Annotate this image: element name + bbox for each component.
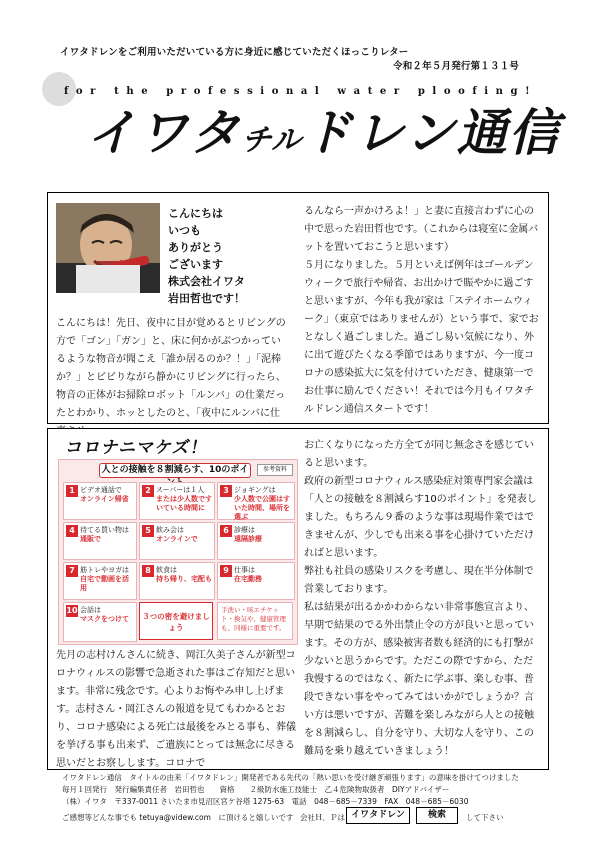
footer-hp-label: 会社Ｈ．Ｐは (300, 813, 345, 822)
point-text-b: 通販で (80, 535, 101, 543)
greeting-line: いつも (168, 224, 201, 237)
article2-right-column: お亡くなりになった方全てが同じ無念さを感じていると思います。 政府の新型コロナウィルス感染症対策専門家会議は「人との接触を８割減らす10のポイント」を発表しました。もちろん９番のような事は現場作業ではできませんが、少しでも出来る事を心掛けていただければと思います。 弊社も社員の感染リスクを考慮し、現在半分体制で営業しております。 私は結果が出るかかわからない非常事態宣言より、早期で結果のでる外出禁止令の方が良いと思っています。その方が、感染被害者数も経済的にも打撃が少ないと思うからです。ただこの際ですから、ただ我慢するのではなく、新たに学ぶ事、楽しむ事、普段できない事をやってみてはいかがでしょうか？言い方は悪いですが、苦難を楽しみながら人との接触を８割減らし、自分を守り、大切な人を守り、この難局を乗り越えていきましょう！ (304, 440, 537, 757)
footer-feedback: ご感想等どんな事でも tetuya@videw.com に頂けると嬉しいです (62, 813, 294, 822)
article1-left-column: こんにちは！先日、夜中に目が覚めるとリビングの方で「ゴン」「ガン」と、床に何かがぶつかっているような物音が聞こえ「誰か居るのか？！」「泥棒か？」とビビりながら静かにリビングに行ったら、物音の正体がお掃除ロボット「ルンバ」の仕業だったとわかり、ホッとしたのと、「夜中にルンバに仕 (56, 318, 286, 419)
point-text-a: ビデオ通話で (80, 486, 122, 494)
masthead-part3: ドレン通信 (299, 104, 573, 162)
greeting (168, 205, 288, 307)
point-card (139, 482, 215, 520)
intro-text: イワタドレンをご利用いただいている方に身近に感じていただくほっこりレター (60, 47, 409, 58)
point-text (156, 526, 212, 544)
tagline: for the professional water ploofing! (64, 86, 538, 97)
author-photo (56, 203, 160, 293)
point-text-a: 会話は (80, 606, 101, 614)
point-text-a: 飲食は (156, 566, 177, 574)
point-card (217, 522, 295, 560)
infographic (58, 459, 298, 645)
section2-title: コロナニマケズ！ (64, 438, 211, 458)
point-text-b: 自宅で動画を活用 (80, 575, 129, 592)
point-number: 5 (142, 525, 154, 537)
point-text-a: 診療は (234, 526, 255, 534)
infographic-tag: 参考資料 (257, 464, 293, 476)
greeting-line: こんにちは (168, 207, 223, 220)
point-text (234, 566, 292, 584)
article1-right-column: るんなら一声かけろよ！」と妻に直接言わずに心の中で思った岩田哲也です。（これからは寝室に金属バットを置いておこうと思います） ５月になりました。５月といえば例年はゴールデンウィークで旅行や帰省、お出かけで賑やかに過ごすと思いますが、今年も我が家は「ステイホームウィーク」（東京ではありませんが）という事で、家でおとなしく過ごしました。過ごし易い気候になり、外に出て遊びたくなる季節ではありますが、今一度コロナの感染拡大に気を付けていただき、健康第一でお仕事に励んでください！それでは今月もイワタチルドレン通信スタートです！ (304, 206, 539, 415)
hygiene-note: 手洗い・咳エチケット・換気や、健康管理も、同様に重要です。 (217, 602, 293, 640)
point-text-b: 持ち帰り、宅配も (156, 575, 212, 583)
greeting-line: 岩田哲也です！ (168, 292, 245, 305)
point-text (234, 486, 292, 522)
point-text (80, 526, 134, 544)
point-card (63, 482, 137, 520)
article2-left-column: 先月の志村けんさんに続き、岡江久美子さんが新型コロナウィルスの影響で急逝された事はご存知だと思います。非常に残念です。心よりお悔やみ申し上げます。志村さん・岡江さんの報道を見てもわかるとおり、コロナ感染による死亡は最後をみとる事も、葬儀を挙げる事も出来ず、ご遺族にとっては無念に尽きる思いだとお察しします。コロナで (56, 650, 296, 769)
infographic-title: 人との接触を８割減らす、10のポイ (99, 463, 251, 478)
greeting-line: 株式会社イワタ (168, 275, 245, 288)
point-card (139, 562, 215, 600)
article2-box (47, 428, 549, 770)
article1-box (47, 192, 549, 424)
point-text-b: マスクをつけて (80, 615, 129, 623)
footer-address: （株）イワタ 〒337-0011 さいたま市見沼区宮ケ谷塔 1275-63 電話 048－685－7339 FAX 048－685－6030 (62, 797, 469, 806)
masthead-part1: イワタ (83, 104, 253, 162)
point-number: 7 (66, 565, 78, 577)
point-number: 2 (142, 485, 154, 497)
point-text (156, 566, 212, 584)
point-text-b: オンライン帰省 (80, 495, 129, 503)
three-cs-note: ３つの密を避けましょう (139, 602, 213, 640)
point-text-b: または少人数ですいている時間に (156, 495, 212, 512)
point-text-b: オンラインで (156, 535, 198, 543)
point-number: 6 (220, 525, 232, 537)
point-text-b: 遠隔診療 (234, 535, 262, 543)
point-card (63, 562, 137, 600)
point-number: 3 (220, 485, 232, 497)
point-card (63, 522, 137, 560)
masthead-title (83, 104, 573, 162)
point-text (80, 566, 134, 593)
point-text-a: 待てる買い物は (80, 526, 129, 534)
footer-title-origin: イワタドレン通信 タイトルの由来「イワタドレン」開発者である先代の「熱い思いを受け継ぎ頑張ります」の意味を掛けてつけました (62, 773, 519, 782)
point-text-b: 少人数で公園はすいた時間、場所を選ぶ (234, 495, 290, 521)
greeting-line: ございます (168, 258, 223, 271)
point-number: 1 (66, 485, 78, 497)
point-text-a: スーパーは１人 (156, 486, 205, 494)
point-number: 9 (220, 565, 232, 577)
footer-suffix: して下さい (466, 813, 504, 822)
search-button[interactable]: 検索 (416, 807, 458, 824)
point-text-a: 筋トレやヨガは (80, 566, 129, 574)
masthead-part2: チル (239, 123, 309, 158)
point-text (234, 526, 292, 544)
point-text-a: ジョギングは (234, 486, 276, 494)
point-text (80, 606, 134, 624)
point-card (63, 602, 137, 642)
point-number: 4 (66, 525, 78, 537)
point-number: 10 (66, 606, 78, 615)
point-card (139, 522, 215, 560)
author-photo-illustration (56, 203, 160, 293)
point-text-a: 飲み会は (156, 526, 184, 534)
point-text (80, 486, 134, 504)
issue-number: 令和２年５月発行第１３１号 (393, 61, 520, 72)
search-term-box[interactable]: イワタドレン (346, 807, 410, 824)
footer-editor: 毎月１回発行 発行編集責任者 岩田哲也 資格 ２級防水施工技能士 乙４危険物取扱者 DIYアドバイザー (62, 785, 450, 794)
point-text-b: 在宅勤務 (234, 575, 262, 583)
point-card (217, 562, 295, 600)
point-number: 8 (142, 565, 154, 577)
point-text-a: 仕事は (234, 566, 255, 574)
point-text (156, 486, 212, 513)
point-card (217, 482, 295, 520)
greeting-line: ありがとう (168, 241, 223, 254)
